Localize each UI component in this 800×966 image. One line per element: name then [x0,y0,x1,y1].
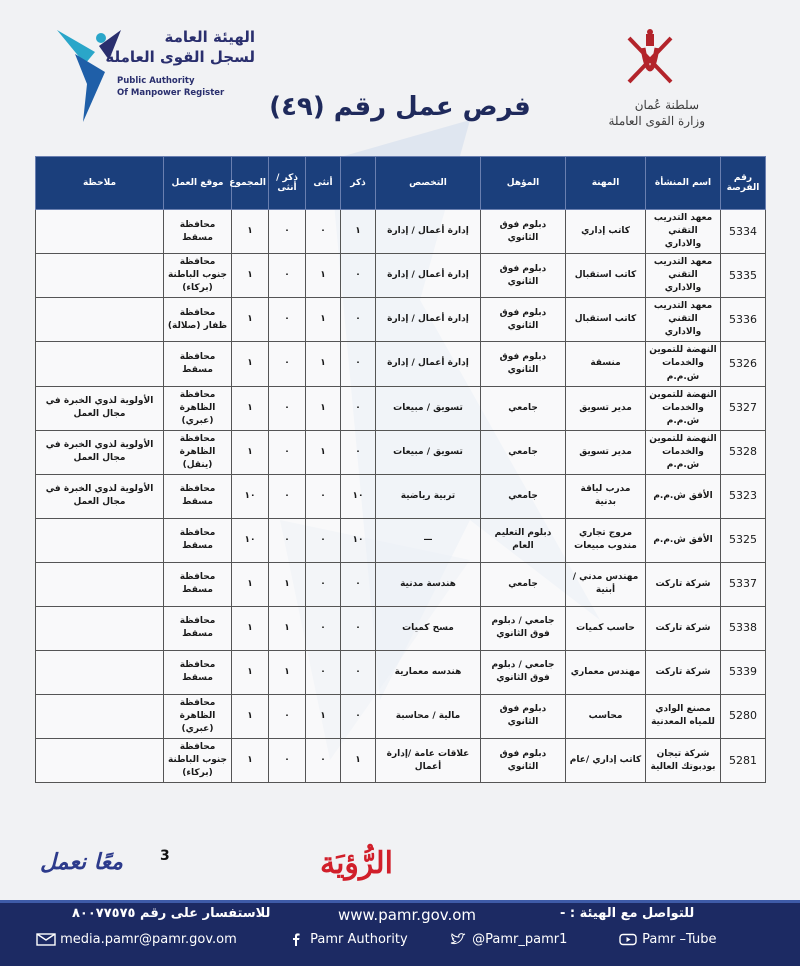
table-row [36,562,766,606]
cell-female: ٠ [306,562,341,606]
twitter-icon [448,933,468,946]
cell-spec: تسويق / مبيعات [376,430,481,474]
cell-location: محافظة مسقط [164,342,232,386]
cell-qual: جامعي / دبلوم فوق الثانوي [481,650,566,694]
facebook-contact[interactable] [286,932,408,947]
twitter-text: @Pamr_pamr1 [472,932,568,947]
cell-qual: جامعي [481,474,566,518]
cell-total: ١٠ [232,518,269,562]
cell-spec: هندسه معمارية [376,650,481,694]
cell-spec: مسح كميات [376,606,481,650]
cell-id: 5335 [721,254,766,298]
cell-either: ٠ [269,254,306,298]
cell-job: مروج تجاري مندوب مبيعات [566,518,646,562]
cell-company: الأفق ش.م.م [646,518,721,562]
cell-id: 5325 [721,518,766,562]
column-header: ذكر / أنثى [269,157,306,210]
column-header: رقم الفرصة [721,157,766,210]
cell-either: ٠ [269,738,306,782]
cell-note: الأولوية لذوي الخبرة في مجال العمل [36,430,164,474]
ministry-name-2: وزارة القوى العاملة [608,114,705,128]
cell-female: ٠ [306,474,341,518]
cell-note [36,650,164,694]
cell-either: ٠ [269,694,306,738]
youtube-text: Pamr –Tube [642,932,717,947]
cell-total: ١ [232,694,269,738]
cell-note [36,562,164,606]
cell-qual: دبلوم فوق الثانوي [481,738,566,782]
cell-job: كاتب إداري [566,210,646,254]
column-header: المؤهل [481,157,566,210]
cell-total: ١ [232,254,269,298]
table-row [36,430,766,474]
cell-male: ١٠ [341,518,376,562]
cell-female: ٠ [306,738,341,782]
cell-female: ١ [306,430,341,474]
cell-qual: دبلوم التعليم العام [481,518,566,562]
cell-job: مهندس معماري [566,650,646,694]
cell-company: الأفق ش.م.م [646,474,721,518]
cell-spec: إدارة أعمال / إدارة [376,210,481,254]
page-number: 3 [160,848,170,864]
cell-spec: — [376,518,481,562]
cell-company: شركة تاركت [646,606,721,650]
cell-location: محافظة الظاهرة (عبري) [164,694,232,738]
contact-label: للتواصل مع الهيئة : - [560,906,695,921]
table-row [36,738,766,782]
cell-id: 5339 [721,650,766,694]
cell-job: كاتب استقبال [566,298,646,342]
cell-note [36,342,164,386]
cell-female: ١ [306,694,341,738]
cell-male: ٠ [341,606,376,650]
cell-job: مدرب لياقة بدنية [566,474,646,518]
cell-note [36,694,164,738]
cell-male: ٠ [341,386,376,430]
twitter-contact[interactable] [448,932,567,947]
cell-either: ٠ [269,298,306,342]
cell-note: الأولوية لذوي الخبرة في مجال العمل [36,474,164,518]
cell-male: ٠ [341,342,376,386]
cell-company: شركة تيجان بودبوتك العالية [646,738,721,782]
cell-total: ١ [232,738,269,782]
cell-note [36,298,164,342]
youtube-icon [618,933,638,946]
cell-qual: جامعي [481,430,566,474]
cell-male: ٠ [341,254,376,298]
inquiry-phone: للاستفسار على رقم ٨٠٠٧٧٥٧٥ [72,906,271,921]
cell-location: محافظة مسقط [164,606,232,650]
cell-job: مدير تسويق [566,386,646,430]
cell-company: مصنع الوادي للمياه المعدنية [646,694,721,738]
oman-emblem-icon [623,28,677,92]
cell-female: ٠ [306,210,341,254]
cell-note: الأولوية لذوي الخبرة في مجال العمل [36,386,164,430]
cell-company: النهضة للتموين والخدمات ش.م.م [646,430,721,474]
cell-qual: جامعي [481,386,566,430]
cell-male: ١ [341,738,376,782]
cell-qual: دبلوم فوق الثانوي [481,694,566,738]
cell-id: 5337 [721,562,766,606]
cell-qual: دبلوم فوق الثانوي [481,254,566,298]
cell-id: 5326 [721,342,766,386]
cell-total: ١ [232,342,269,386]
cell-id: 5280 [721,694,766,738]
table-row [36,650,766,694]
cell-either: ٠ [269,342,306,386]
cell-company: معهد التدريب التقني والاداري [646,298,721,342]
cell-either: ٠ [269,518,306,562]
table-header-row [36,157,766,210]
authority-name-en-1: Public Authority [117,76,195,86]
campaign-logo: معًا نعمل [40,850,123,875]
cell-total: ١ [232,606,269,650]
cell-id: 5327 [721,386,766,430]
table-row [36,298,766,342]
cell-company: معهد التدريب التقني والاداري [646,210,721,254]
cell-location: محافظة مسقط [164,650,232,694]
cell-qual: جامعي [481,562,566,606]
cell-total: ١ [232,562,269,606]
cell-spec: تربية رياضية [376,474,481,518]
page-title: فرص عمل رقم (٤٩) [269,92,531,122]
cell-spec: إدارة أعمال / إدارة [376,254,481,298]
cell-female: ٠ [306,606,341,650]
email-text: media.pamr@pamr.gov.om [60,932,237,947]
cell-spec: مالية / محاسبة [376,694,481,738]
cell-total: ١ [232,650,269,694]
table-row [36,518,766,562]
cell-male: ١٠ [341,474,376,518]
email-contact[interactable] [36,932,237,947]
cell-company: النهضة للتموين والخدمات ش.م.م [646,386,721,430]
cell-id: 5334 [721,210,766,254]
cell-location: محافظة الظاهرة (ينقل) [164,430,232,474]
cell-job: مدير تسويق [566,430,646,474]
cell-total: ١ [232,210,269,254]
table-row [36,342,766,386]
cell-job: حاسب كميات [566,606,646,650]
cell-either: ١ [269,650,306,694]
email-icon [36,933,56,946]
cell-female: ١ [306,298,341,342]
youtube-contact[interactable] [618,932,716,947]
cell-qual: دبلوم فوق الثانوي [481,298,566,342]
cell-qual: جامعي / دبلوم فوق الثانوي [481,606,566,650]
cell-job: مهندس مدني / أبنية [566,562,646,606]
cell-total: ١ [232,430,269,474]
cell-id: 5281 [721,738,766,782]
cell-company: معهد التدريب التقني والاداري [646,254,721,298]
cell-location: محافظة ظفار (صلالة) [164,298,232,342]
cell-location: محافظة جنوب الباطنة (بركاء) [164,738,232,782]
cell-company: شركة تاركت [646,650,721,694]
cell-location: محافظة مسقط [164,474,232,518]
cell-id: 5323 [721,474,766,518]
cell-job: محاسب [566,694,646,738]
cell-spec: هندسة مدنية [376,562,481,606]
cell-spec: إدارة أعمال / إدارة [376,342,481,386]
cell-female: ١ [306,254,341,298]
cell-job: كاتب استقبال [566,254,646,298]
cell-note [36,606,164,650]
cell-note [36,518,164,562]
ministry-name-1: سلطنة عُمان [634,98,699,112]
website-link[interactable]: www.pamr.gov.om [338,906,477,924]
table-row [36,606,766,650]
cell-female: ١ [306,342,341,386]
facebook-text: Pamr Authority [310,932,408,947]
table-row [36,210,766,254]
cell-male: ٠ [341,694,376,738]
column-header: اسم المنشأة [646,157,721,210]
cell-qual: دبلوم فوق الثانوي [481,210,566,254]
cell-spec: علاقات عامة /إدارة أعمال [376,738,481,782]
column-header: أنثى [306,157,341,210]
facebook-icon [286,933,306,946]
column-header: التخصص [376,157,481,210]
column-header: المهنة [566,157,646,210]
cell-female: ٠ [306,518,341,562]
cell-qual: دبلوم فوق الثانوي [481,342,566,386]
cell-spec: تسويق / مبيعات [376,386,481,430]
cell-note [36,210,164,254]
cell-location: محافظة مسقط [164,210,232,254]
cell-female: ٠ [306,650,341,694]
cell-male: ١ [341,210,376,254]
cell-male: ٠ [341,562,376,606]
cell-company: شركة تاركت [646,562,721,606]
cell-id: 5336 [721,298,766,342]
cell-either: ٠ [269,474,306,518]
authority-name-ar-2: لسجل القوى العاملة [105,48,255,66]
cell-male: ٠ [341,298,376,342]
cell-company: النهضة للتموين والخدمات ش.م.م [646,342,721,386]
cell-id: 5338 [721,606,766,650]
cell-location: محافظة مسقط [164,518,232,562]
newspaper-logo: الرُّؤيَة [320,846,393,881]
cell-location: محافظة مسقط [164,562,232,606]
column-header: ذكر [341,157,376,210]
table-row [36,386,766,430]
cell-either: ٠ [269,430,306,474]
authority-name-ar-1: الهيئة العامة [164,28,255,46]
column-header: موقع العمل [164,157,232,210]
column-header: المجموع [232,157,269,210]
cell-job: كاتب إداري /عام [566,738,646,782]
cell-note [36,738,164,782]
cell-location: محافظة الظاهرة (عبري) [164,386,232,430]
table-row [36,474,766,518]
cell-either: ١ [269,562,306,606]
cell-either: ١ [269,606,306,650]
cell-spec: إدارة أعمال / إدارة [376,298,481,342]
authority-logo [55,24,255,124]
cell-job: منسقة [566,342,646,386]
cell-total: ١ [232,386,269,430]
cell-total: ١٠ [232,474,269,518]
cell-note [36,254,164,298]
cell-location: محافظة جنوب الباطنة (بركاء) [164,254,232,298]
jobs-table [35,156,766,783]
cell-male: ٠ [341,430,376,474]
cell-id: 5328 [721,430,766,474]
table-row [36,694,766,738]
ministry-logo [595,28,705,132]
column-header: ملاحظة [36,157,164,210]
cell-total: ١ [232,298,269,342]
table-row [36,254,766,298]
cell-either: ٠ [269,210,306,254]
authority-name-en-2: Of Manpower Register [117,88,225,98]
cell-either: ٠ [269,386,306,430]
cell-male: ٠ [341,650,376,694]
cell-female: ١ [306,386,341,430]
